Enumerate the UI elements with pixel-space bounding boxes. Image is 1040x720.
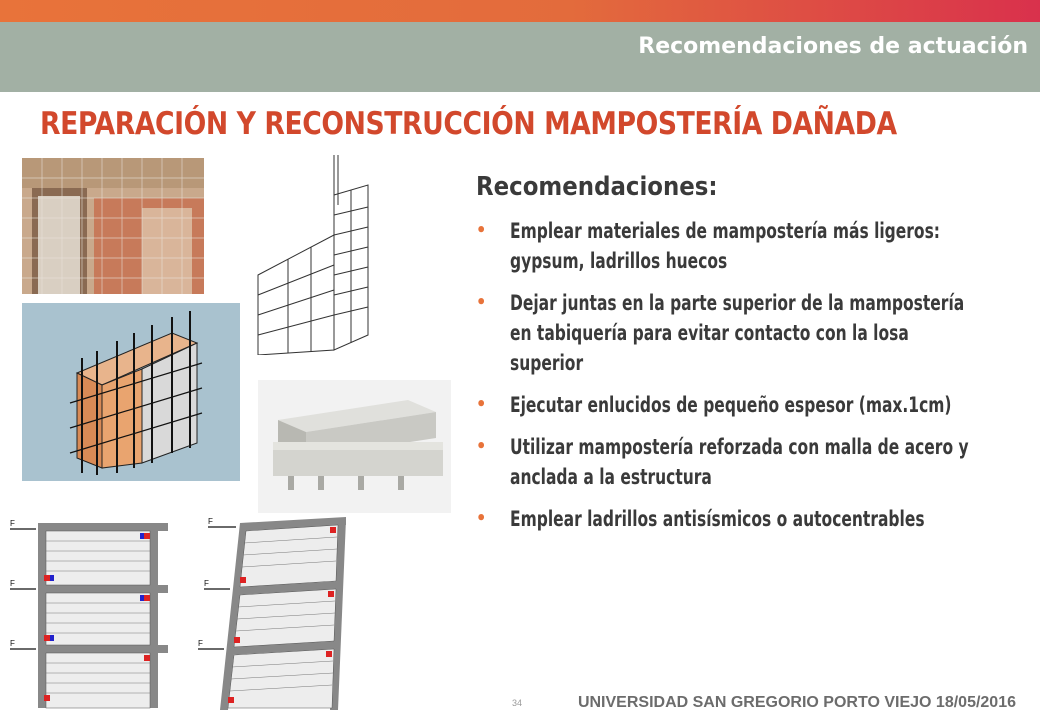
force-label: F: [10, 519, 15, 528]
page-title: REPARACIÓN Y RECONSTRUCCIÓN MAMPOSTERÍA DAÑADA: [40, 106, 897, 142]
bullet-icon: •: [476, 220, 487, 241]
bullet-text: Utilizar mampostería reforzada con malla de acero y anclada a la estructura: [510, 435, 969, 489]
list-item: [476, 432, 1036, 492]
recommendations-heading: Recomendaciones:: [476, 172, 718, 202]
bullet-icon: •: [476, 436, 487, 457]
hollow-block-drawing: [248, 155, 380, 355]
top-accent-bar: [0, 0, 1040, 22]
force-label: F: [10, 639, 15, 648]
bullet-text: Ejecutar enlucidos de pequeño espesor (max.1cm): [510, 393, 952, 417]
recommendations-block: [476, 172, 1036, 546]
recommendations-list: [476, 216, 1036, 534]
footer-text: UNIVERSIDAD SAN GREGORIO PORTO VIEJO 18/05/2016: [577, 694, 1016, 711]
list-item: [476, 288, 1036, 378]
bullet-icon: •: [476, 292, 487, 313]
list-item: [476, 504, 1036, 534]
bullet-text: Emplear ladrillos antisísmicos o autocentrables: [510, 507, 925, 531]
header-title: Recomendaciones de actuación: [638, 34, 1028, 59]
force-label: F: [204, 579, 209, 588]
force-label: F: [208, 517, 213, 526]
intact-frame-diagram: [8, 515, 168, 715]
interlocking-blocks-photo: [258, 380, 451, 513]
deformed-frame-diagram: [196, 515, 356, 715]
list-item: [476, 216, 1036, 276]
bullet-icon: •: [476, 508, 487, 529]
reinforced-wall-drawing: [22, 303, 240, 481]
force-label: F: [10, 579, 15, 588]
bullet-text: Dejar juntas en la parte superior de la mampostería en tabiquería para evitar contacto con la losa superior: [510, 291, 965, 375]
header-band: [0, 22, 1040, 92]
bullet-icon: •: [476, 394, 487, 415]
bullet-text: Emplear materiales de mampostería más ligeros: gypsum, ladrillos huecos: [510, 219, 940, 273]
force-label: F: [198, 639, 203, 648]
list-item: [476, 390, 1036, 420]
wall-mesh-photo: [22, 158, 204, 294]
page-number: 34: [512, 698, 523, 708]
